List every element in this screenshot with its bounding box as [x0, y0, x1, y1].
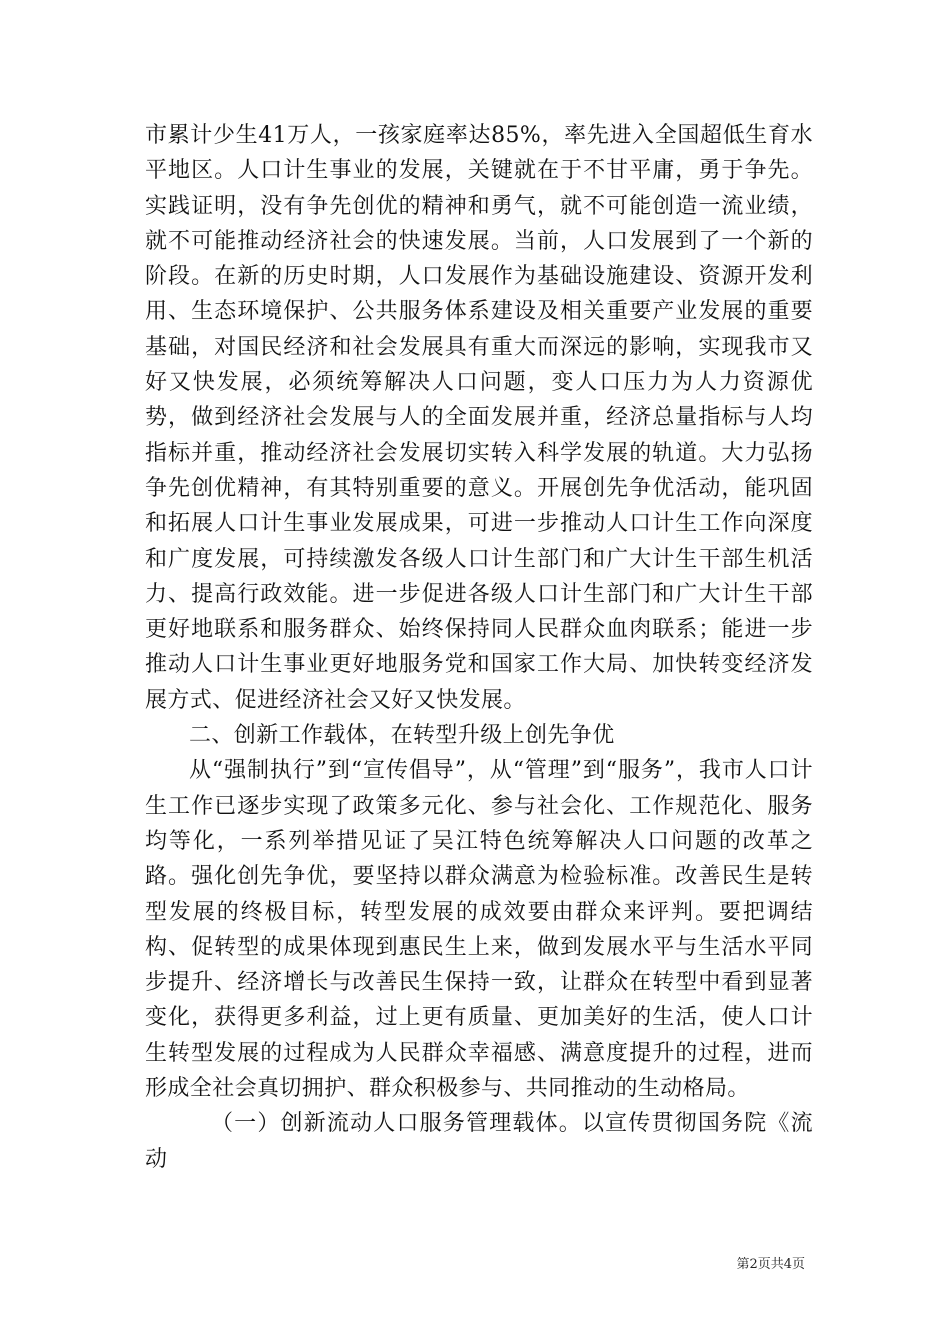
paragraph-continuation: 市累计少生41万人，一孩家庭率达85%，率先进入全国超低生育水平地区。人口计生事业的发展，关键就在于不甘平庸，勇于争先。实践证明，没有争先创优的精神和勇气，就不可能创造一流业绩，就不可能推动经济社会的快速发展。当前，人口发展到了一个新的阶段。在新的历史时期，人口发展作为基础设施建设、资源开发利用、生态环境保护、公共服务体系建设及相关重要产业发展的重要基础，对国民经济和社会发展具有重大而深远的影响，实现我市又好又快发展，必须统筹解决人口问题，变人口压力为人力资源优势，做到经济社会发展与人的全面发展并重，经济总量指标与人均指标并重，推动经济社会发展切实转入科学发展的轨道。大力弘扬争先创优精神，有其特别重要的意义。开展创先争优活动，能巩固和拓展人口计生事业发展成果，可进一步推动人口计生工作向深度和广度发展，可持续激发各级人口计生部门和广大计生干部生机活力、提高行政效能。进一步促进各级人口计生部门和广大计生干部更好地联系和服务群众、始终保持同人民群众血肉联系；能进一步推动人口计生事业更好地服务党和国家工作大局、加快转变经济发展方式、促进经济社会又好又快发展。	[145, 123, 813, 713]
page-number: 第2页共4页	[736, 1257, 805, 1272]
document-body	[145, 118, 813, 1177]
paragraph-body: 从“强制执行”到“宣传倡导”，从“管理”到“服务”，我市人口计生工作已逐步实现了政策多元化、参与社会化、工作规范化、服务均等化，一系列举措见证了吴江特色统筹解决人口问题的改革之路。强化创先争优，要坚持以群众满意为检验标准。改善民生是转型发展的终极目标，转型发展的成效要由群众来评判。要把调结构、促转型的成果体现到惠民生上来，做到发展水平与生活水平同步提升、经济增长与改善民生保持一致，让群众在转型中看到显著变化，获得更多利益，过上更有质量、更加美好的生活，使人口计生转型发展的过程成为人民群众幸福感、满意度提升的过程，进而形成全社会真切拥护、群众积极参与、共同推动的生动格局。	[145, 758, 813, 1102]
subsection-heading: （一）创新流动人口服务管理载体。以宣传贯彻国务院《流动	[145, 1111, 813, 1172]
section-heading: 二、创新工作载体，在转型升级上创先争优	[189, 723, 615, 749]
